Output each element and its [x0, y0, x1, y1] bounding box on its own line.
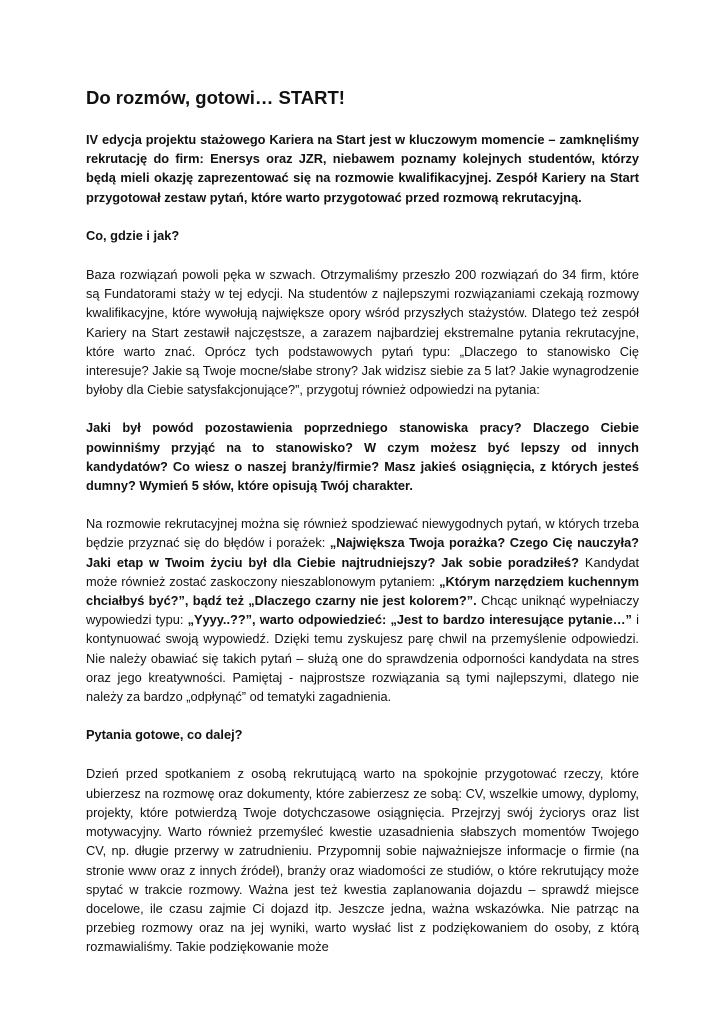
questions-paragraph: Jaki był powód pozostawienia poprzedniego stanowiska pracy? Dlaczego Ciebie powinniśmy przyjąć na to stanowisko? W czym możesz być lepszy od innych kandydatów? Co wiesz o naszej branży/firmie? Masz jakieś osiągnięcia, z których jesteś dumny? Wymień 5 słów, które opisują Twój charakter.: [86, 420, 639, 494]
p3-text-2: Kandydat może również zostać zaskoczony nieszablonowym pytaniem:: [86, 554, 639, 589]
document-title: Do rozmów, gotowi… START!: [86, 87, 345, 108]
p3-bold-3: „Yyyy..??”, warto odpowiedzieć: „Jest to bardzo interesujące pytanie…”: [187, 612, 632, 628]
p3-text-1: Na rozmowie rekrutacyjnej można się również spodziewać niewygodnych pytań, w których trzeba będzie przyznać się do błędów i porażek:: [86, 516, 639, 551]
p3-bold-1: „Największa Twoja porażka? Czego Cię nauczyła? Jaki etap w Twoim życiu był dla Ciebie najtrudniejszy? Jak sobie poradziłeś?: [86, 535, 640, 570]
p3-bold-2: „Którym narzędziem kuchennym chciałbyś być?”, bądź też „Dlaczego czarny nie jest kolorem?”.: [86, 573, 639, 609]
document-body: [86, 86, 639, 976]
p3-text-3: Chcąc uniknąć wypełniaczy wypowiedzi typu:: [86, 593, 639, 628]
section1-paragraph: Baza rozwiązań powoli pęka w szwach. Otrzymaliśmy przeszło 200 rozwiązań do 34 firm, które są Fundatorami staży w tej edycji. Na studentów z najlepszymi rozwiązaniami czekają rozmowy kwalifikacyjne, które wywołują największe opory wśród przyszłych stażystów. Dlatego też zespół Kariery na Start zestawił najczęstsze, a zarazem najbardziej ekstremalne pytania rekrutacyjne, które warto znać. Oprócz tych podstawowych pytań typu: „Dlaczego to stanowisko Cię interesuje? Jakie są Twoje mocne/słabe strony? Jak widzisz siebie za 5 lat? Jakie wynagrodzenie byłoby dla Ciebie satysfakcjonujące?”, przygotuj również odpowiedzi na pytania:: [86, 267, 639, 398]
p3-text-4: i kontynuować swoją wypowiedź. Dzięki temu zyskujesz parę chwil na przemyślenie odpowiedzi. Nie należy obawiać się takich pytań – służą one do sprawdzenia odporności kandydata na stres oraz jego kreatywności. Pamiętaj - najprostsze rozwiązania są tymi najlepszymi, dlatego nie należy za bardzo „odpłynąć” od tematyki zagadnienia.: [86, 612, 639, 705]
uncomfortable-questions-paragraph: [86, 514, 639, 706]
intro-paragraph: IV edycja projektu stażowego Kariera na Start jest w kluczowym momencie – zamknęliśmy rekrutację do firm: Enersys oraz JZR, niebawem poznamy kolejnych studentów, którzy będą mieli okazję zaprezentować się na rozmowie kwalifikacyjnej. Zespół Kariery na Start przygotował zestaw pytań, które warto przygotować przed rozmową rekrutacyjną.: [86, 132, 639, 205]
section-heading-co-gdzie-jak: Co, gdzie i jak?: [86, 227, 180, 243]
section2-paragraph: Dzień przed spotkaniem z osobą rekrutującą warto na spokojnie przygotować rzeczy, które ubierzesz na rozmowę oraz dokumenty, które zabierzesz ze sobą: CV, wszelkie umowy, dyplomy, projekty, które potwierdzą Twoje dotychczasowe osiągnięcia. Przejrzyj swój życiorys oraz list motywacyjny. Warto również przemyśleć kwestie uzasadnienia słabszych momentów Twojego CV, np. długie przerwy w zatrudnieniu. Przypomnij sobie najważniejsze informacje o firmie (na stronie www oraz z innych źródeł), branży oraz wiadomości ze studiów, o które rekrutujący może spytać w trakcie rozmowy. Ważna jest też kwestia zaplanowania dojazdu – sprawdź miejsce docelowe, ile czasu zajmie Ci dojazd itp. Jeszcze jedna, ważna wskazówka. Nie patrząc na przebieg rozmowy oraz na jej wyniki, warto wysłać list z podziękowaniem do osoby, z którą rozmawialiśmy. Takie podziękowanie może: [86, 766, 639, 955]
section-heading-pytania-gotowe: Pytania gotowe, co dalej?: [86, 727, 243, 743]
